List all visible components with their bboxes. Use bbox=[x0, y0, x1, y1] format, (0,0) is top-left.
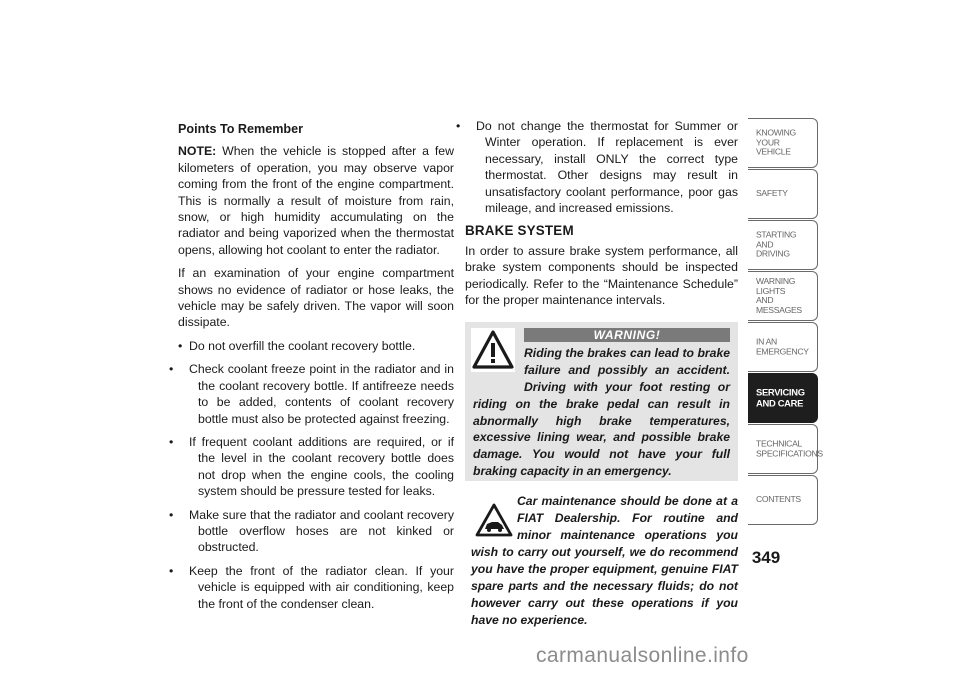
tab-label: CONTENTS bbox=[756, 494, 801, 505]
car-caution-triangle-icon bbox=[475, 503, 513, 537]
bullet-frequent-additions: • If frequent coolant additions are required, or if the level in the coolant recovery bottle does not drop when the engine cools, the cooling system should be pressure tested for leaks. bbox=[178, 434, 454, 500]
tab-label: WARNING LIGHTS AND MESSAGES bbox=[756, 275, 802, 315]
caution-text: Car maintenance should be done at a FIAT Dealership. For routine and minor maintenance operations you wish to carry out yourself, we do recommend you have the proper equipment, genuine FIAT spare parts and the necessary fluids; do not however carry out these operations if you have no experience. bbox=[471, 494, 738, 628]
tab-label: SERVICING AND CARE bbox=[756, 386, 805, 408]
thermostat-bullet-list bbox=[465, 118, 738, 216]
inspection-paragraph: If an examination of your engine compartment shows no evidence of radiator or hose leaks, the vehicle may be safely driven. The vapor will soon dissipate. bbox=[178, 266, 454, 330]
note-text: When the vehicle is stopped after a few kilometers of operation, you may observe vapor coming from the front of the engine compartment. This is normally a result of moisture from rain, snow, or high humidity accumulating on the radiator and being vaporized when the thermostat opens, allowing hot coolant to enter the radiator. bbox=[178, 144, 454, 257]
tab-in-an-emergency[interactable] bbox=[748, 322, 818, 372]
tab-knowing-your-vehicle[interactable] bbox=[748, 118, 818, 168]
chapter-tabs bbox=[748, 118, 823, 526]
warning-triangle-icon bbox=[471, 328, 515, 372]
warning-title: WARNING! bbox=[524, 328, 730, 342]
tab-warning-lights-and-messages[interactable] bbox=[748, 271, 818, 321]
note-paragraph bbox=[178, 143, 454, 258]
tab-label: STARTING AND DRIVING bbox=[756, 229, 797, 259]
bullet-thermostat: • Do not change the thermostat for Summer or Winter operation. If replacement is ever necessary, install ONLY the correct type thermostat. Other designs may result in unsatisfactory coolant performance, poor gas mileage, and increased emissions. bbox=[465, 118, 738, 216]
brake-system-heading: BRAKE SYSTEM bbox=[465, 223, 574, 239]
bullet-freeze-point: • Check coolant freeze point in the radiator and in the coolant recovery bottle. If antifreeze needs to be added, contents of coolant recovery bottle must also be protected against freezing. bbox=[178, 361, 454, 427]
warning-box bbox=[465, 322, 738, 481]
tab-label: IN AN EMERGENCY bbox=[756, 336, 809, 356]
tab-label: SAFETY bbox=[756, 188, 788, 199]
middle-column bbox=[465, 118, 738, 628]
left-column bbox=[178, 118, 454, 619]
coolant-bullet-list bbox=[178, 338, 454, 612]
tab-starting-and-driving[interactable] bbox=[748, 220, 818, 270]
caution-note bbox=[465, 493, 738, 628]
bullet-hoses: • Make sure that the radiator and coolant recovery bottle overflow hoses are not kinked or obstructed. bbox=[178, 507, 454, 556]
tab-label: TECHNICAL SPECIFICATIONS bbox=[756, 438, 823, 458]
tab-contents[interactable] bbox=[748, 475, 818, 525]
bullet-overfill: • Do not overfill the coolant recovery bottle. bbox=[178, 338, 454, 354]
tab-technical-specifications[interactable] bbox=[748, 424, 823, 474]
bullet-radiator-clean: • Keep the front of the radiator clean. If your vehicle is equipped with air conditioning, keep the front of the condenser clean. bbox=[178, 563, 454, 612]
tab-servicing-and-care[interactable] bbox=[748, 373, 818, 423]
brake-system-paragraph: In order to assure brake system performance, all brake system components should be inspected periodically. Refer to the “Maintenance Schedule” for the proper maintenance intervals. bbox=[465, 243, 738, 308]
tab-label: KNOWING YOUR VEHICLE bbox=[756, 127, 796, 157]
tab-safety[interactable] bbox=[748, 169, 818, 219]
warning-text: Riding the brakes can lead to brake failure and possibly an accident. Driving with your foot resting or riding on the brake pedal can result in abnormally high brake temperatures, excessive lining wear, and possible brake damage. You would not have your full braking capacity in an emergency. bbox=[473, 346, 730, 479]
page-number: 349 bbox=[751, 548, 781, 567]
note-label: NOTE: bbox=[178, 144, 217, 159]
points-to-remember-heading: Points To Remember bbox=[178, 122, 304, 136]
watermark: carmanualsonline.info bbox=[536, 644, 749, 667]
